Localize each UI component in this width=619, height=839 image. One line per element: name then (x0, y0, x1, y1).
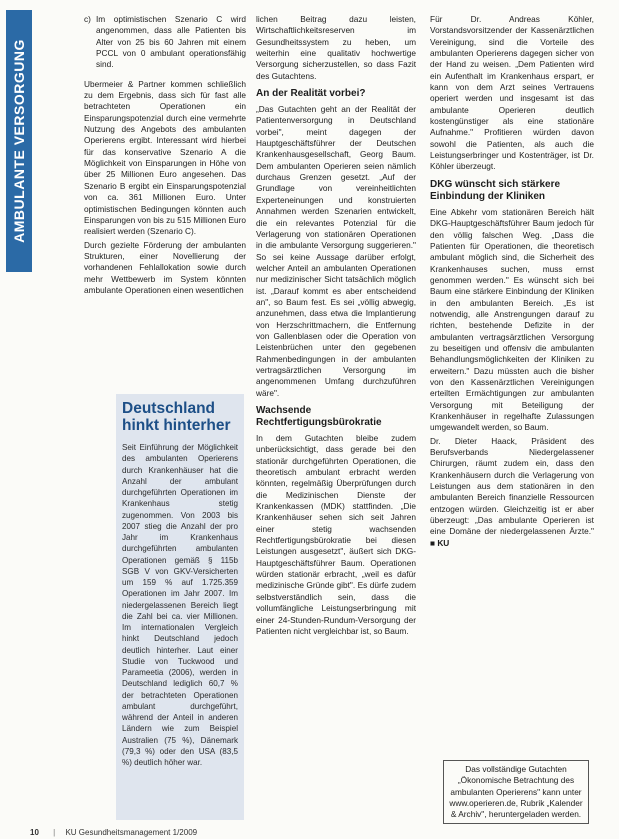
publication-name: KU Gesundheitsmanagement 1/2009 (65, 828, 198, 837)
end-mark: ■ KU (430, 537, 450, 548)
paragraph: In dem Gutachten bleibe zudem unberücksichtigt, dass gerade bei den stationär durchgeführten Operationen, die theoretisch ambulant erbracht werden könnten, regelmäßig Überprüfungen durch die Medizinischen Dienste der Krankenkassen (MDK) stattfinden. „Die Krankenhäuser sehen sich seit Jahren einer stetig wachsenden Rechtfertigungsbürokratie bei diesen Leistungen ausgesetzt", äußert sich DKG-Hauptgeschäftsführer Baum. Operationen würden stationär erbracht, „weil es dafür medizinische Gründe gibt". Es dürfe zudem selbstverständlich sein, dass die vollumfängliche Leistungserbringung mit einer 24-Stunden-Rundum-Versorgung der Patienten nicht vergleichbar ist, so Baum. (256, 433, 416, 636)
column-3 (430, 14, 594, 551)
list-item (84, 14, 246, 71)
subheading: DKG wünscht sich stärkere Einbindung der Kliniken (430, 178, 561, 202)
paragraph: „Das Gutachten geht an der Realität der Patientenversorgung in Deutschland vorbei", meint dagegen der Hauptgeschäftsführer der Deutschen Krankenhausgesellschaft, Georg Baum. Dem ambulanten Operieren seien nämlich durchaus Grenzen gesetzt. „Auf der Grundlage von vereinheitlichten Experteneinungen und konstruierten Annahmen werden Szenarien entwickelt, die ein relevantes Potenzial für die Verlagerung von stationären Operationen in die ambulante Versorgung suggerieren." So sei keine Aussage darüber erfolgt, welcher Anteil an ambulanten Operationen nur medizinischer Sicht tatsächlich möglich ist. „Darauf kommt es aber entscheidend an", so Baum fest. Es sei „völlig abwegig, anzunehmen, dass etwa die Implantierung von Herzschrittmachern, die Entfernung von Gallenblasen oder die Operation von Leistenbrüchen unter den gegebenen Rahmenbedingungen in der ambulanten vertragsärztlichen Versorgung im angenommenen Umfang durchzuführen wäre". (256, 104, 416, 398)
paragraph: Ubermeier & Partner kommen schließlich zu dem Ergebnis, dass sich für fast alle betrachteten Operationen ein Einsparungspotenzial durch eine vermehrte Nutzung des Angebots des ambulanten Operierens ergibt. Interessant wird hierbei für das konservative Szenario A die Möglichkeit von Einsparungen in Höhe von über 25 Millionen Euro angesehen. Das Szenario B ergibt ein Einsparungspotenzial von ca. 361 Millionen Euro. Unter optimistischen Bedingungen könnten auch Einsparungen von bis zu 515 Millionen Euro realisiert werden (Szenario C). (84, 78, 246, 237)
download-note-box (443, 760, 589, 824)
scenario-list (84, 14, 246, 71)
column-1 (84, 14, 246, 298)
paragraph (430, 436, 594, 549)
paragraph-text: Dr. Dieter Haack, Präsident des Berufsverbands Niedergelassener Chirurgen, räumt zudem ein, dass den Krankenhäusern durch die Verlagerung von Leistungen aus dem stationären in den ambulanten Bereich finanzielle Ressourcen entzogen würden. Gleichzeitig ist er aber überzeugt: „Das ambulante Operieren ist eine Domäne der niedergelassenen Ärzte." (430, 435, 594, 537)
subheading: An der Realität vorbei? (256, 88, 366, 100)
list-item-text: Im optimistischen Szenario C wird angenommen, dass alle Patienten bis Alter von 25 bis 60 Jahren mit einem PCCL von 0 ambulant operationsfähig sind. (96, 14, 246, 70)
section-tab-label: AMBULANTE VERSORGUNG (11, 39, 27, 243)
download-note-text: Das vollständige Gutachten „Ökonomische Betrachtung des ambulanten Operierens" kann unter www.operieren.de, Rubrik „Kalender & Archiv", heruntergeladen werden. (449, 764, 583, 820)
paragraph: Eine Abkehr vom stationären Bereich hält DKG-Hauptgeschäftsführer Baum jedoch für den völlig falschen Weg. „Dass die Patienten für Operationen, die theoretisch ambulant möglich sind, die Sicherheit des Krankenhauses suchen, muss ernst genommen werden." Es wünscht sich bei Baum eine stärkere Einbindung der Kliniken in den ambulanten Bereich. „Es ist notwendig, alle Anstrengungen darauf zu richten, bestehende Defizite in der ambulanten vertragsärztlichen Versorgung zu beseitigen und offensiv die ambulanten Behandlungsmöglichkeiten der Kliniken zu erweitern." Dazu müssten auch die bisher von den Kassenärztlichen Vereinigungen erteilten Ermächtigungen zur ambulanten Versorgung mit Beteiligung der Krankenhäuser in regelhafte Zulassungen umgewandelt werden, so Baum. (430, 206, 594, 433)
page-number: 10 (30, 828, 39, 837)
column-2 (256, 14, 416, 639)
info-box (116, 394, 244, 820)
section-tab (6, 10, 32, 272)
page-footer (30, 828, 197, 837)
subheading: Wachsende Rechtfertigungsbürokratie (256, 405, 382, 428)
paragraph: Für Dr. Andreas Köhler, Vorstandsvorsitzender der Kassenärztlichen Vereinigung, sind die Vorteile des ambulanten Operierens dagegen sicher von der Hand zu weisen. „Dem Patienten wird ein Aufenthalt im Krankenhaus erspart, er kann von dem Arzt seines Vertrauens operiert werden und insgesamt ist das ambulante Operieren deutlich kostengünstiger als eine stationäre Aufnahme." Profitieren würden davon sowohl die Patienten, als auch die Leistungserbringer und Kostenträger, ist Dr. Köhler überzeugt. (430, 14, 594, 172)
info-box-text: Seit Einführung der Möglichkeit des ambulanten Operierens durch Krankenhäuser hat die Anzahl der ambulant durchgeführten Operationen im Krankenhaus stetig zugenommen. Von 2003 bis 2007 stieg die Anzahl der pro Jahr im Krankenhaus durchgeführten ambulanten Operationen gemäß § 115b SGB V von GKV-Versicherten um 159 % auf 1.725.359 Operationen im Jahr 2007. Im niedergelassenen Bereich liegt die Zahl bei ca. vier Millionen. Im internationalen Vergleich hinkt Deutschland jedoch deutlich hinterher. Laut einer Studie von Tuckwood und Parameetia (2006), werden in Deutschland lediglich 60,7 % der betrachteten Operationen ambulant durchgeführt, während der Anteil in anderen Ländern wie zum Beispiel Australien (75 %), Dänemark (79,3 %) oder den USA (83,5 %) deutlich höher war. (122, 443, 238, 767)
footer-separator: | (53, 828, 56, 837)
paragraph: lichen Beitrag dazu leisten, Wirtschaftlichkeitsreserven im Gesundheitssystem zu heben, um weiterhin eine qualitativ hochwertige Versorgung sicherzustellen, so dass Fazit des Gutachtens. (256, 14, 416, 81)
info-box-title: Deutschland hinkt hinterher (122, 400, 231, 434)
list-marker: c) (84, 14, 91, 24)
paragraph: Durch gezielte Förderung der ambulanten Strukturen, einer Novellierung der vorhandenen Fehlallokation sowie durch mehr Wettbewerb im System könnten ambulante Operationen einen wesentlichen (84, 239, 246, 295)
